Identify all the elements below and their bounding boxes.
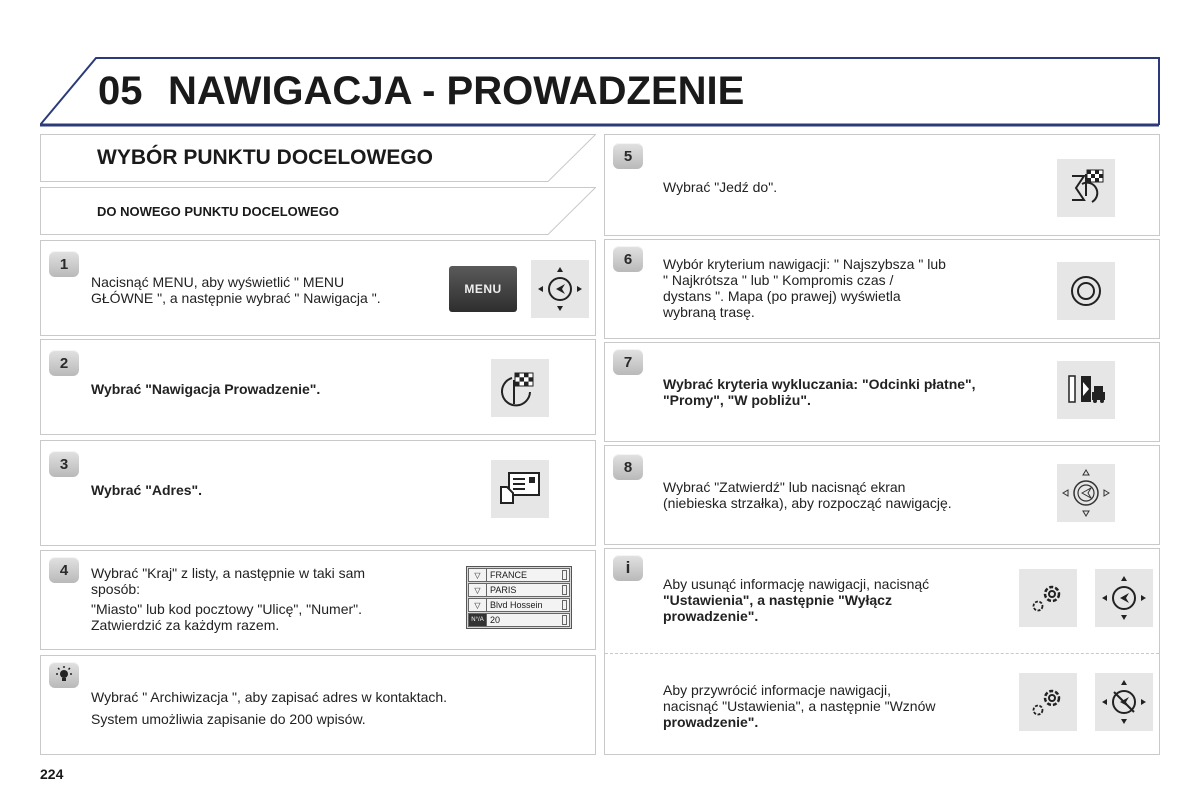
- step-4-line-3: "Miasto" lub kod pocztowy "Ulicę", "Numer".: [91, 601, 363, 617]
- dashed-divider: [605, 653, 1159, 654]
- info-text-1: [663, 576, 1003, 624]
- step-5-text: Wybrać "Jedź do".: [663, 179, 778, 195]
- info-2-line-1: Aby przywrócić informacje nawigacji,: [663, 682, 891, 698]
- step-8-line-2: (niebieska strzałka), aby rozpocząć nawigację.: [663, 495, 952, 511]
- tip-text: [91, 686, 447, 730]
- step-badge: 7: [613, 349, 643, 375]
- step-7-text: [663, 376, 1023, 408]
- address-card-icon[interactable]: [491, 460, 549, 518]
- list-item[interactable]: N°/A 20: [468, 613, 570, 627]
- info-2-line-3: prowadzenie".: [663, 714, 759, 730]
- info-text-2: [663, 682, 1003, 730]
- step-6-line-3: dystans ". Mapa (po prawej) wyświetla: [663, 288, 901, 304]
- step-2-panel: [40, 339, 596, 435]
- route-criteria-icon[interactable]: [1057, 262, 1115, 320]
- step-3-text: Wybrać "Adres".: [91, 482, 203, 498]
- step-3-panel: [40, 440, 596, 546]
- nav-joystick-icon[interactable]: [1095, 569, 1153, 627]
- step-6-line-1: Wybór kryterium nawigacji: " Najszybsza " lub: [663, 256, 946, 272]
- nav-off-joystick-icon[interactable]: [1095, 673, 1153, 731]
- step-2-text: Wybrać "Nawigacja Prowadzenie".: [91, 381, 321, 397]
- section-title-panel: [40, 134, 596, 182]
- chapter-number: 05: [98, 69, 143, 113]
- info-icon: i: [613, 555, 643, 581]
- step-1-line-2: GŁÓWNE ", a następnie wybrać " Nawigacja ".: [91, 290, 381, 306]
- step-4-panel: [40, 550, 596, 650]
- step-badge: 3: [49, 451, 79, 477]
- info-1-line-3: prowadzenie".: [663, 608, 759, 624]
- tip-line-1: Wybrać " Archiwizacja ", aby zapisać adres w kontaktach.: [91, 689, 448, 705]
- step-6-panel: [604, 239, 1160, 339]
- tip-line-2: System umożliwia zapisanie do 200 wpisów.: [91, 711, 366, 727]
- section-title: WYBÓR PUNKTU DOCELOWEGO: [97, 146, 433, 169]
- step-badge: 8: [613, 454, 643, 480]
- exclusion-icon[interactable]: [1057, 361, 1115, 419]
- settings-gear-icon[interactable]: [1019, 569, 1077, 627]
- info-2-line-2: nacisnąć "Ustawienia", a następnie "Wznów: [663, 698, 936, 714]
- step-4-text: [91, 565, 451, 633]
- info-panel: [604, 548, 1160, 755]
- step-badge: 4: [49, 557, 79, 583]
- settings-gear-icon[interactable]: [1019, 673, 1077, 731]
- section-subtitle: DO NOWEGO PUNKTU DOCELOWEGO: [97, 204, 339, 219]
- step-7-line-1: Wybrać kryteria wykluczania: "Odcinki płatne",: [663, 376, 976, 392]
- step-4-line-1: Wybrać "Kraj" z listy, a następnie w taki sam: [91, 565, 366, 581]
- nav-joystick-icon[interactable]: [531, 260, 589, 318]
- step-6-line-2: " Najkrótsza " lub " Kompromis czas /: [663, 272, 894, 288]
- lightbulb-icon: [49, 662, 79, 688]
- section-subtitle-panel: [40, 187, 596, 235]
- step-4-line-2: sposób:: [91, 581, 141, 597]
- step-6-text: [663, 256, 1003, 320]
- list-item[interactable]: ▽ Blvd Hossein: [468, 598, 570, 612]
- tip-panel: [40, 655, 596, 755]
- step-8-text: [663, 479, 1023, 511]
- step-7-line-2: "Promy", "W pobliżu".: [663, 392, 811, 408]
- info-1-line-2: "Ustawienia", a następnie "Wyłącz: [663, 592, 892, 608]
- step-1-line-1: Nacisnąć MENU, aby wyświetlić " MENU: [91, 274, 345, 290]
- page-title: NAWIGACJA - PROWADZENIE: [168, 69, 745, 113]
- checkered-flag-icon[interactable]: [491, 359, 549, 417]
- page-number: 224: [40, 766, 64, 782]
- menu-button[interactable]: MENU: [449, 266, 517, 312]
- validate-joystick-icon[interactable]: [1057, 464, 1115, 522]
- step-badge: 6: [613, 246, 643, 272]
- step-4-line-4: Zatwierdzić za każdym razem.: [91, 617, 280, 633]
- header-banner: [40, 57, 1160, 127]
- step-badge: 5: [613, 143, 643, 169]
- info-1-line-1: Aby usunąć informację nawigacji, nacisnąć: [663, 576, 930, 592]
- step-1-panel: [40, 240, 596, 336]
- step-8-line-1: Wybrać "Zatwierdź" lub nacisnąć ekran: [663, 479, 906, 495]
- list-item[interactable]: ▽ FRANCE: [468, 568, 570, 582]
- step-badge: 2: [49, 350, 79, 376]
- go-to-flag-icon[interactable]: [1057, 159, 1115, 217]
- step-badge: 1: [49, 251, 79, 277]
- step-1-text: [91, 274, 451, 306]
- step-7-panel: [604, 342, 1160, 442]
- step-6-line-4: wybraną trasę.: [663, 304, 755, 320]
- list-selector[interactable]: [466, 566, 572, 629]
- step-8-panel: [604, 445, 1160, 545]
- list-item[interactable]: ▽ PARIS: [468, 583, 570, 597]
- step-5-panel: [604, 134, 1160, 236]
